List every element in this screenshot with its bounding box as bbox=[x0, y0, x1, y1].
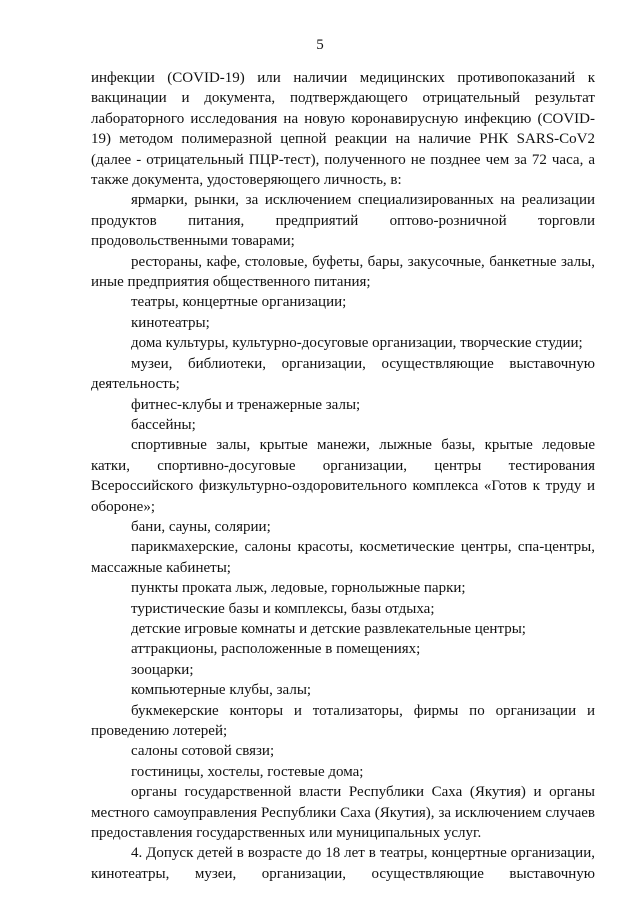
paragraph: детские игровые комнаты и детские развлекательные центры; bbox=[131, 620, 526, 637]
paragraph: кинотеатры; bbox=[131, 314, 210, 331]
paragraph: туристические базы и комплексы, базы отдыха; bbox=[131, 600, 435, 617]
paragraph: салоны сотовой связи; bbox=[131, 743, 275, 760]
body-text bbox=[91, 68, 595, 884]
paragraph: пункты проката лыж, ледовые, горнолыжные парки; bbox=[131, 580, 466, 597]
paragraph: 4. Допуск детей в возрасте до 18 лет в театры, концертные организации, кинотеатры, музеи, организации, осуществляющие выставочную bbox=[91, 845, 595, 882]
paragraph: инфекции (COVID-19) или наличии медицинских противопоказаний к вакцинации и документа, подтверждающего отрицательный результат лабораторного исследования на новую коронавирусную инфекцию (COVID-19) методом полимеразной цепной реакции на наличие РНК SARS-CoV2 (далее - отрицательный ПЦР-тест), полученного не позднее чем за 72 часа, а также документа, удостоверяющего личность, в: bbox=[91, 70, 595, 189]
paragraph: гостиницы, хостелы, гостевые дома; bbox=[131, 763, 364, 780]
page-number: 5 bbox=[316, 37, 324, 53]
paragraph: компьютерные клубы, залы; bbox=[131, 682, 312, 699]
paragraph: дома культуры, культурно-досуговые организации, творческие студии; bbox=[131, 335, 583, 352]
paragraph: зооцарки; bbox=[131, 661, 194, 678]
paragraph: спортивные залы, крытые манежи, лыжные базы, крытые ледовые катки, спортивно-досуговые организации, центры тестирования Всероссийского физкультурно-оздоровительного комплекса «Готов к труду и обороне»; bbox=[91, 437, 595, 515]
paragraph: бассейны; bbox=[131, 416, 196, 433]
paragraph: рестораны, кафе, столовые, буфеты, бары, закусочные, банкетные залы, иные предприятия общественного питания; bbox=[91, 253, 595, 291]
paragraph: музеи, библиотеки, организации, осуществляющие выставочную деятельность; bbox=[91, 355, 595, 393]
paragraph: фитнес-клубы и тренажерные залы; bbox=[131, 396, 361, 413]
paragraph: театры, концертные организации; bbox=[131, 294, 347, 311]
paragraph: ярмарки, рынки, за исключением специализированных на реализации продуктов питания, предприятий оптово-розничной торговли продовольственными товарами; bbox=[91, 192, 595, 250]
paragraph: парикмахерские, салоны красоты, косметические центры, спа-центры, массажные кабинеты; bbox=[91, 539, 595, 576]
paragraph: букмекерские конторы и тотализаторы, фирмы по организации и проведению лотерей; bbox=[91, 702, 595, 739]
paragraph: аттракционы, расположенные в помещениях; bbox=[131, 641, 421, 658]
paragraph: бани, сауны, солярии; bbox=[131, 518, 271, 535]
paragraph: органы государственной власти Республики Саха (Якутия) и органы местного самоуправления Республики Саха (Якутия), за исключением случаев предоставления государственных или муниципальных услуг. bbox=[91, 784, 595, 842]
